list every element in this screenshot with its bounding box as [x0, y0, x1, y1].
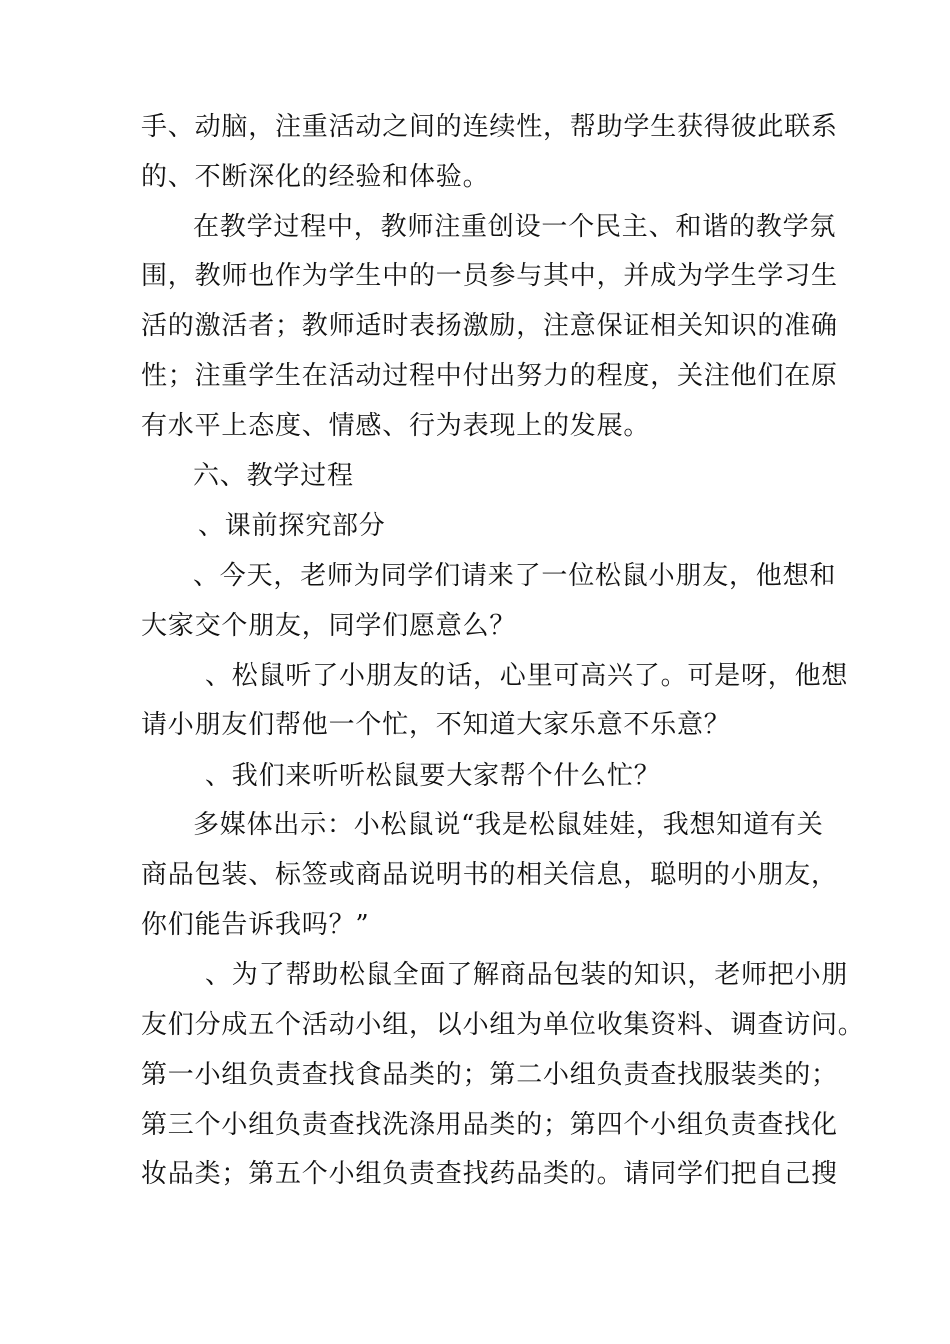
section-heading: 六、教学过程 [193, 461, 354, 491]
text-line: 第一小组负责查找食品类的；第二小组负责查找服装类的； [141, 1060, 838, 1090]
text-line: 商品包装、标签或商品说明书的相关信息，聪明的小朋友， [141, 860, 838, 890]
text-line: 、今天，老师为同学们请来了一位松鼠小朋友，他想和 [193, 561, 837, 591]
text-line: 、为了帮助松鼠全面了解商品包装的知识，老师把小朋 [205, 960, 849, 990]
text-line: 围，教师也作为学生中的一员参与其中，并成为学生学习生 [141, 261, 838, 291]
text-line: 性；注重学生在活动过程中付出努力的程度，关注他们在原 [141, 361, 838, 391]
text-line: 手、动脑，注重活动之间的连续性，帮助学生获得彼此联系 [141, 112, 838, 142]
text-line: 活的激活者；教师适时表扬激励，注意保证相关知识的准确 [141, 311, 838, 341]
text-line: 妆品类；第五个小组负责查找药品类的。请同学们把自己搜 [141, 1159, 838, 1189]
text-line: 你们能告诉我吗？” [141, 910, 370, 940]
text-line: 的、不断深化的经验和体验。 [141, 162, 490, 192]
text-line: 大家交个朋友，同学们愿意么？ [141, 611, 517, 641]
text-line: 友们分成五个活动小组，以小组为单位收集资料、调查访问。 [141, 1010, 865, 1040]
text-line: 在教学过程中，教师注重创设一个民主、和谐的教学氛 [193, 212, 837, 242]
text-line: 第三个小组负责查找洗涤用品类的；第四个小组负责查找化 [141, 1110, 838, 1140]
text-line: 、松鼠听了小朋友的话，心里可高兴了。可是呀，他想 [205, 661, 849, 691]
text-line: 有水平上态度、情感、行为表现上的发展。 [141, 411, 651, 441]
text-line: 、我们来听听松鼠要大家帮个什么忙？ [205, 761, 661, 791]
subsection-heading: 、课前探究部分 [198, 511, 386, 541]
text-line: 多媒体出示：小松鼠说“我是松鼠娃娃，我想知道有关 [193, 810, 824, 840]
text-line: 请小朋友们帮他一个忙，不知道大家乐意不乐意？ [141, 710, 731, 740]
